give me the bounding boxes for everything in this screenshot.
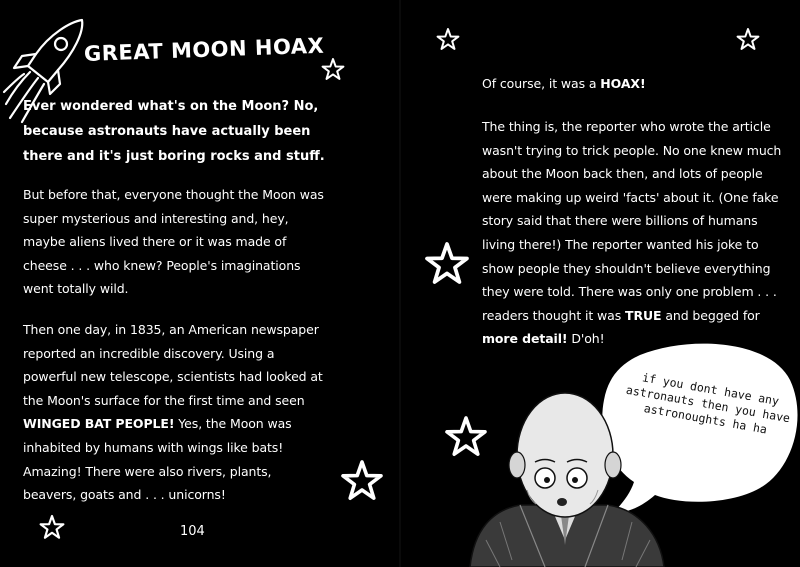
star-icon: [323, 59, 344, 79]
paragraph-text: D'oh!: [567, 331, 605, 347]
star-icon: [427, 244, 467, 282]
star-icon: [438, 29, 459, 49]
paragraph-before-that: But before that, everyone thought the Moon was super mysterious and interesting and, hey, maybe aliens lived there or it was made of cheese . . . who knew? People's imaginations went totally wild.: [23, 187, 324, 297]
page-number: 104: [180, 524, 205, 539]
page-title: GREAT MOON HOAX: [83, 33, 325, 66]
winged-bat-people-highlight: WINGED BAT PEOPLE!: [23, 416, 175, 432]
true-highlight: TRUE: [625, 307, 662, 323]
star-icon: [343, 462, 381, 498]
paragraph-text: The thing is, the reporter who wrote the article wasn't trying to trick people. No one knew much about the Moon back then, and lots of people were making up weird 'facts' about it. (One fake story said that there were billions of humans living there!) The reporter wanted his joke to show people they shouldn't believe everything they were told. There was only one problem . . . readers thought it was: [482, 119, 782, 323]
hoax-highlight: HOAX!: [600, 76, 646, 91]
star-icon: [738, 29, 759, 49]
paragraph-text: Then one day, in 1835, an American newspaper reported an incredible discovery. Using a powerful new telescope, scientists had looked at the Moon's surface for the first time and seen: [23, 322, 323, 408]
star-icon: [447, 418, 485, 454]
paragraph-text: and begged for: [661, 307, 760, 323]
paragraph-text: Of course, it was a: [482, 76, 601, 91]
speech-bubble-text: if you dont have any astronauts then you have astronoughts ha ha: [625, 370, 792, 437]
more-detail-highlight: more detail!: [482, 331, 568, 347]
star-icon: [41, 516, 64, 538]
paragraph-text: Yes, the Moon was inhabited by humans with wings like bats! Amazing! There were also rivers, plants, beavers, goats and . . . unicorns!: [23, 416, 292, 503]
rocket-icon: [4, 20, 82, 122]
intro-paragraph: Ever wondered what's on the Moon? No, because astronauts have actually been there and it's just boring rocks and stuff.: [23, 99, 325, 164]
